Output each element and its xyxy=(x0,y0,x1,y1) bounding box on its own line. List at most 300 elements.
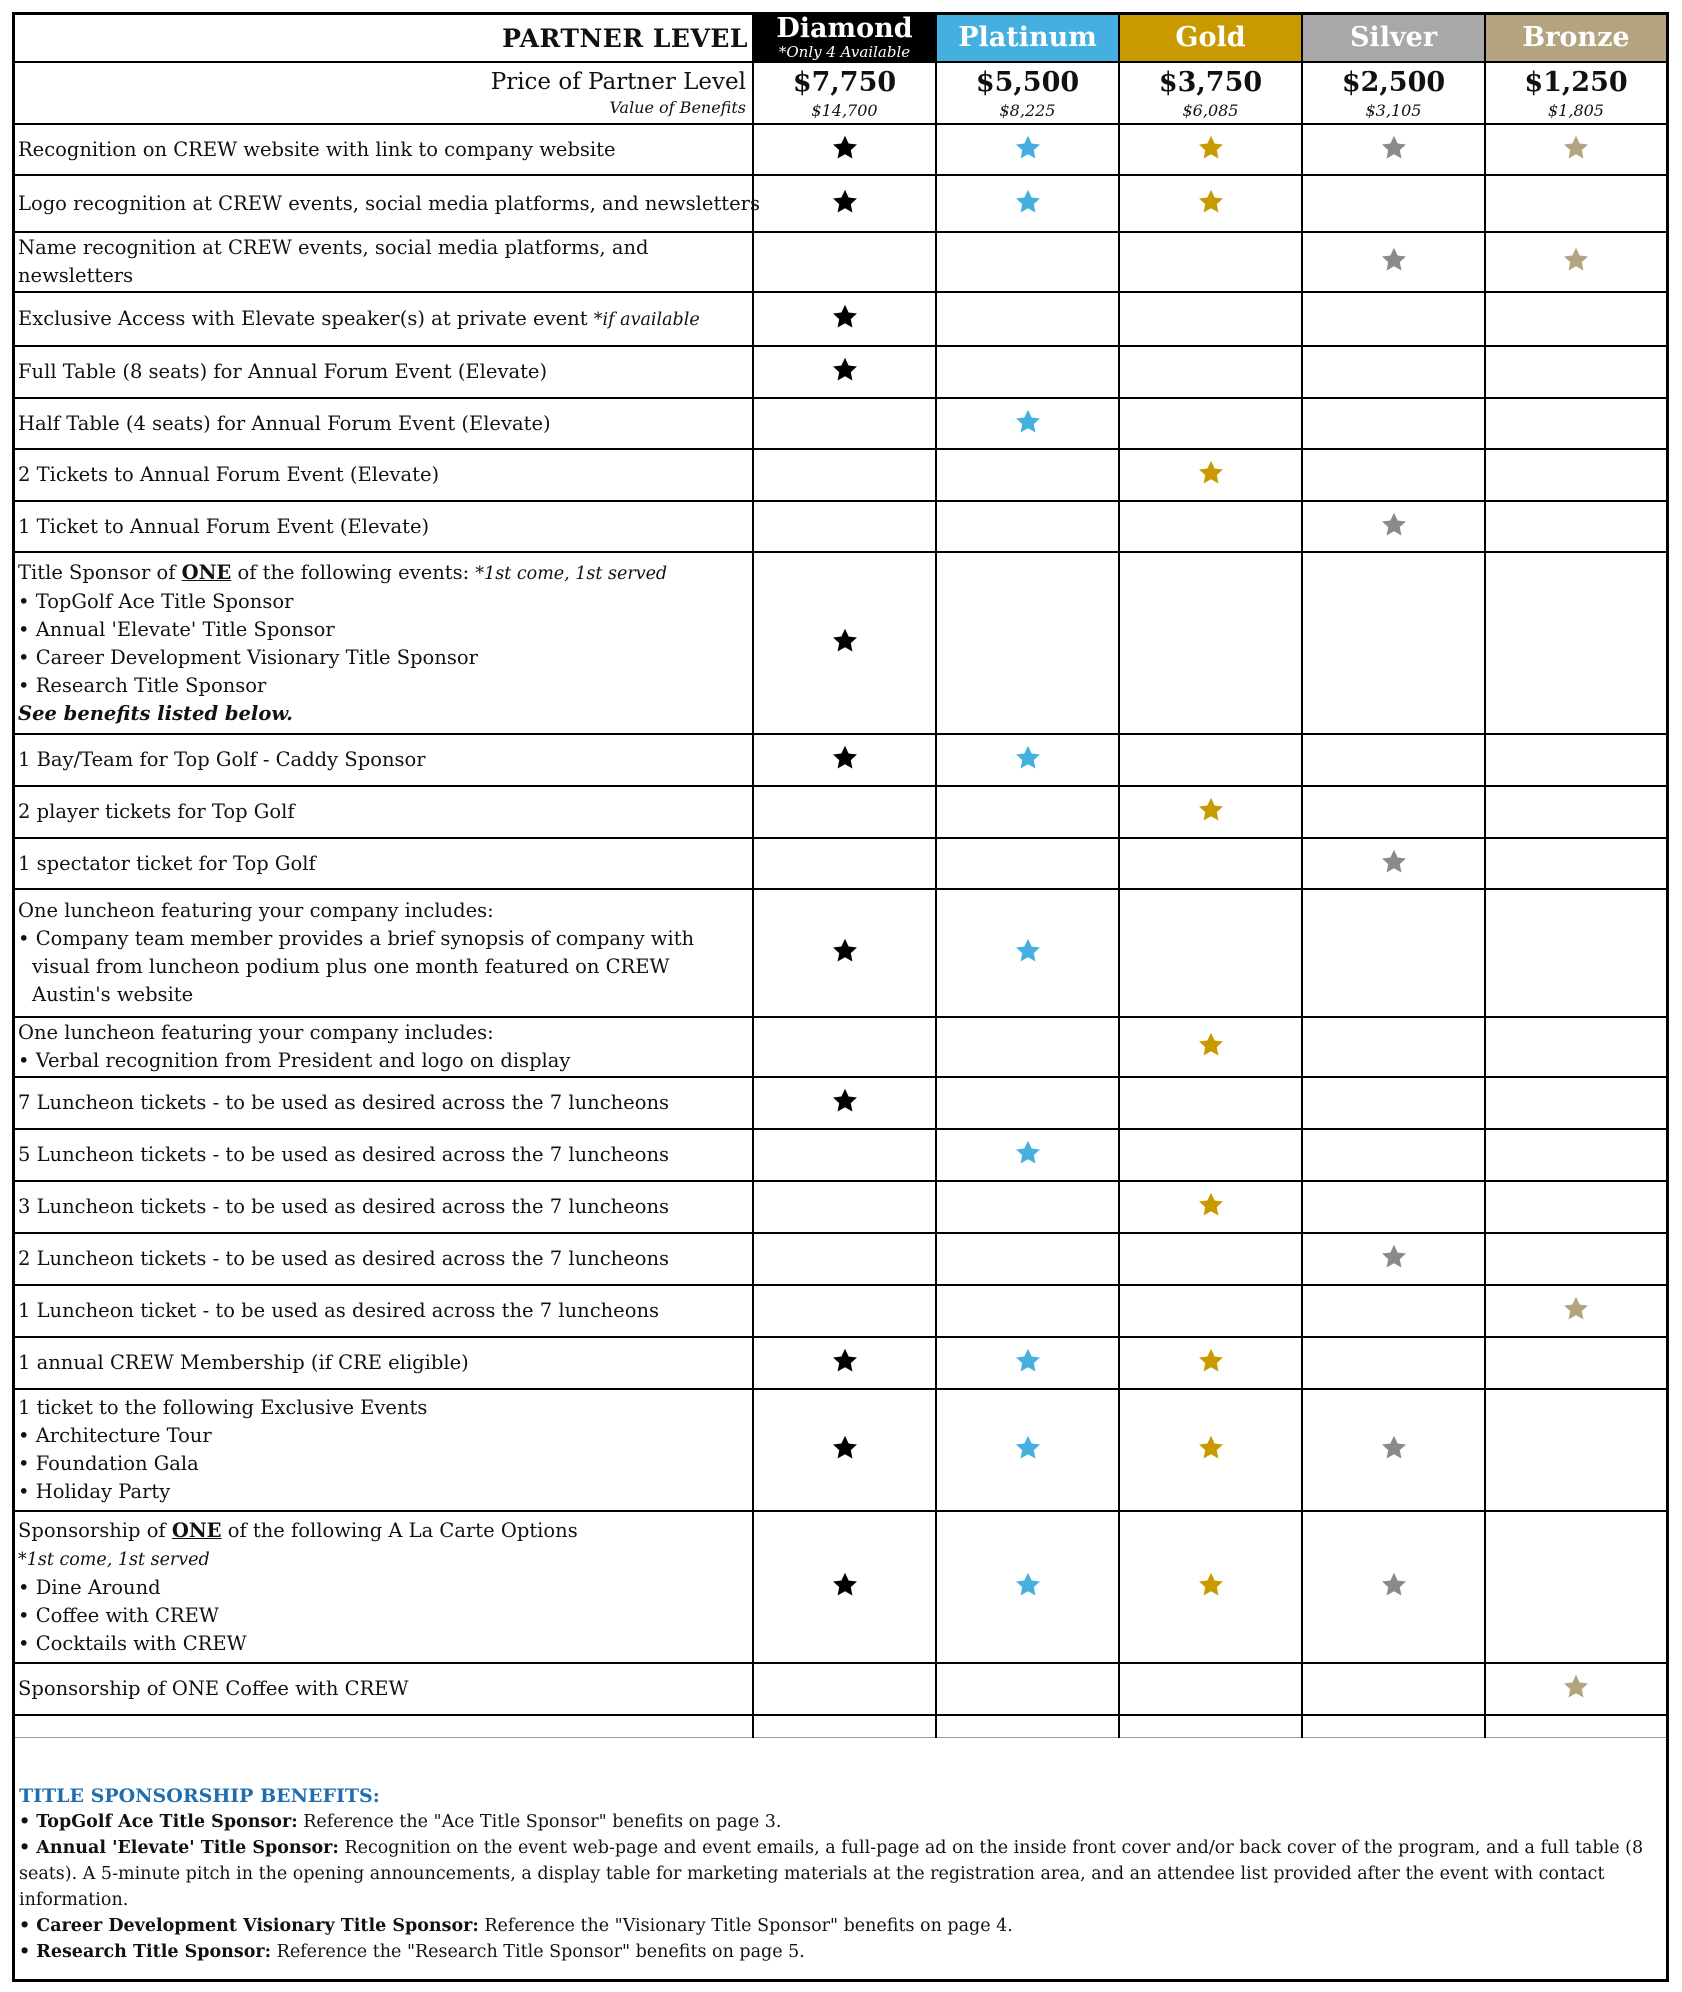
price-value: $3,750 xyxy=(1158,66,1263,98)
partner-benefits-table xyxy=(15,15,1666,1738)
mark-silver xyxy=(1302,124,1485,175)
benefit-line: visual from luncheon podium plus one month featured on CREW xyxy=(32,955,670,979)
mark-bronze xyxy=(1485,1389,1666,1511)
benefit-row xyxy=(15,1663,1666,1715)
mark-silver xyxy=(1302,292,1485,346)
benefit-line: Austin's website xyxy=(32,983,194,1007)
spacer-cell xyxy=(936,1715,1119,1737)
benefit-bullet: • Dine Around xyxy=(18,1575,161,1599)
mark-gold xyxy=(1119,734,1302,786)
mark-silver xyxy=(1302,786,1485,838)
price-value: $5,500 xyxy=(975,66,1080,98)
star-icon xyxy=(1380,511,1408,539)
benefit-row xyxy=(15,552,1666,734)
notes-item-text: Recognition on the event web-page and event emails, a full-page ad on the inside front cover and/or back cover of the program, and a full table (8 seats). A 5-minute pitch in the opening announcements, a display table for marketing materials at the registration area, and an attendee list provided after the event with contact information. xyxy=(19,1838,1644,1910)
mark-diamond xyxy=(753,1663,936,1715)
star-icon xyxy=(1562,134,1590,162)
benefit-description xyxy=(15,1389,753,1511)
star-icon xyxy=(1562,1295,1590,1323)
mark-platinum xyxy=(936,346,1119,398)
price-value: $7,750 xyxy=(792,66,897,98)
mark-platinum xyxy=(936,786,1119,838)
benefit-line: 3 Luncheon tickets - to be used as desired across the 7 luncheons xyxy=(18,1195,670,1219)
mark-gold xyxy=(1119,889,1302,1017)
star-icon xyxy=(831,303,859,331)
benefit-text: of the following events: xyxy=(231,560,476,584)
benefit-description xyxy=(15,1181,753,1233)
mark-bronze xyxy=(1485,232,1666,292)
mark-platinum xyxy=(936,1181,1119,1233)
mark-gold xyxy=(1119,449,1302,501)
benefit-footer: See benefits listed below. xyxy=(18,701,293,725)
benefit-bullet: • Cocktails with CREW xyxy=(18,1631,247,1655)
benefit-line: 2 Tickets to Annual Forum Event (Elevate) xyxy=(18,463,440,487)
notes-item xyxy=(19,1939,1659,1965)
mark-bronze xyxy=(1485,838,1666,889)
mark-platinum xyxy=(936,1285,1119,1337)
benefit-text: Sponsorship of xyxy=(18,1518,172,1542)
star-icon xyxy=(1014,1434,1042,1462)
benefit-description xyxy=(15,786,753,838)
level-note: *Only 4 Available xyxy=(778,43,911,62)
mark-bronze xyxy=(1485,501,1666,552)
mark-platinum xyxy=(936,449,1119,501)
mark-gold xyxy=(1119,175,1302,232)
price-value: $1,250 xyxy=(1524,66,1628,98)
mark-diamond xyxy=(753,1389,936,1511)
mark-diamond xyxy=(753,398,936,449)
mark-diamond xyxy=(753,1129,936,1181)
mark-silver xyxy=(1302,1077,1485,1129)
mark-diamond xyxy=(753,1285,936,1337)
benefit-emphasis: ONE xyxy=(181,560,232,584)
benefit-row xyxy=(15,1129,1666,1181)
mark-silver xyxy=(1302,1017,1485,1077)
mark-bronze xyxy=(1485,1285,1666,1337)
mark-gold xyxy=(1119,232,1302,292)
benefit-row xyxy=(15,292,1666,346)
mark-gold xyxy=(1119,501,1302,552)
star-icon xyxy=(831,1347,859,1375)
mark-silver xyxy=(1302,734,1485,786)
notes-item-head: • Career Development Visionary Title Sponsor: xyxy=(19,1916,479,1936)
benefit-row xyxy=(15,232,1666,292)
mark-silver xyxy=(1302,175,1485,232)
benefit-row xyxy=(15,346,1666,398)
benefit-row xyxy=(15,1389,1666,1511)
level-silver xyxy=(1302,15,1485,62)
benefit-line: 2 Luncheon tickets - to be used as desired across the 7 luncheons xyxy=(18,1247,670,1271)
notes-item-text: Reference the "Ace Title Sponsor" benefits on page 3. xyxy=(297,1812,782,1832)
mark-diamond xyxy=(753,1511,936,1663)
mark-diamond xyxy=(753,1181,936,1233)
mark-diamond xyxy=(753,1017,936,1077)
star-icon xyxy=(1014,1347,1042,1375)
benefit-line: • Architecture Tour xyxy=(18,1424,212,1448)
benefit-description xyxy=(15,1663,753,1715)
star-icon xyxy=(1014,188,1042,216)
price-label: Price of Partner Level xyxy=(490,69,746,96)
benefit-description xyxy=(15,346,753,398)
star-icon xyxy=(1562,246,1590,274)
mark-gold xyxy=(1119,838,1302,889)
benefit-bullet: • Annual 'Elevate' Title Sponsor xyxy=(18,617,335,641)
benefit-row xyxy=(15,175,1666,232)
benefit-description xyxy=(15,398,753,449)
benefit-description xyxy=(15,232,753,292)
mark-gold xyxy=(1119,786,1302,838)
mark-platinum xyxy=(936,1663,1119,1715)
mark-gold xyxy=(1119,346,1302,398)
benefit-line: newsletters xyxy=(18,264,134,288)
benefit-row xyxy=(15,449,1666,501)
price-bronze xyxy=(1485,62,1666,124)
star-icon xyxy=(1380,1434,1408,1462)
benefit-line: 1 Bay/Team for Top Golf - Caddy Sponsor xyxy=(18,748,426,772)
mark-silver xyxy=(1302,232,1485,292)
notes-item xyxy=(19,1913,1659,1939)
benefit-row xyxy=(15,889,1666,1017)
mark-bronze xyxy=(1485,889,1666,1017)
mark-gold xyxy=(1119,398,1302,449)
mark-bronze xyxy=(1485,346,1666,398)
benefit-text: Title Sponsor of xyxy=(18,560,182,584)
mark-gold xyxy=(1119,1337,1302,1389)
notes-item xyxy=(19,1835,1659,1913)
notes-item-text: Reference the "Research Title Sponsor" benefits on page 5. xyxy=(271,1942,805,1962)
mark-diamond xyxy=(753,124,936,175)
mark-bronze xyxy=(1485,1129,1666,1181)
star-icon xyxy=(831,627,859,655)
benefit-row xyxy=(15,1077,1666,1129)
mark-gold xyxy=(1119,1077,1302,1129)
price-diamond xyxy=(753,62,936,124)
price-silver xyxy=(1302,62,1485,124)
star-icon xyxy=(831,1434,859,1462)
benefit-row xyxy=(15,1181,1666,1233)
benefit-description xyxy=(15,175,760,232)
mark-silver xyxy=(1302,346,1485,398)
benefit-line: Logo recognition at CREW events, social media platforms, and newsletters xyxy=(18,191,760,215)
star-icon xyxy=(1380,848,1408,876)
benefit-line xyxy=(18,1517,752,1545)
mark-diamond xyxy=(753,292,936,346)
notes-item-head: • TopGolf Ace Title Sponsor: xyxy=(19,1812,298,1832)
star-icon xyxy=(1197,1571,1225,1599)
mark-platinum xyxy=(936,1337,1119,1389)
benefit-value: $6,085 xyxy=(1182,100,1239,120)
mark-bronze xyxy=(1485,1511,1666,1663)
benefit-value: $1,805 xyxy=(1548,100,1604,120)
notes-item-head: • Research Title Sponsor: xyxy=(19,1942,272,1962)
level-name: Platinum xyxy=(958,21,1097,53)
spacer-cell xyxy=(753,1715,936,1737)
mark-bronze xyxy=(1485,292,1666,346)
star-icon xyxy=(831,1087,859,1115)
star-icon xyxy=(831,356,859,384)
mark-platinum xyxy=(936,1233,1119,1285)
benefit-text: of the following A La Carte Options xyxy=(221,1518,578,1542)
mark-silver xyxy=(1302,889,1485,1017)
benefit-text: Exclusive Access with Elevate speaker(s) at private event xyxy=(18,306,588,330)
partner-level-sheet xyxy=(12,12,1669,1982)
mark-platinum xyxy=(936,501,1119,552)
star-icon xyxy=(1197,188,1225,216)
benefit-line: 1 spectator ticket for Top Golf xyxy=(18,851,316,875)
mark-diamond xyxy=(753,346,936,398)
mark-gold xyxy=(1119,1181,1302,1233)
mark-platinum xyxy=(936,292,1119,346)
benefit-line: Full Table (8 seats) for Annual Forum Event (Elevate) xyxy=(18,360,548,384)
price-value: $2,500 xyxy=(1341,66,1446,98)
benefit-description xyxy=(15,1511,753,1663)
mark-bronze xyxy=(1485,124,1666,175)
mark-diamond xyxy=(753,786,936,838)
mark-silver xyxy=(1302,501,1485,552)
notes-item-head: • Annual 'Elevate' Title Sponsor: xyxy=(19,1838,339,1858)
mark-gold xyxy=(1119,124,1302,175)
mark-gold xyxy=(1119,1663,1302,1715)
mark-diamond xyxy=(753,1233,936,1285)
benefit-line: 7 Luncheon tickets - to be used as desired across the 7 luncheons xyxy=(18,1091,670,1115)
benefit-line xyxy=(18,559,752,588)
benefit-value: $3,105 xyxy=(1365,100,1422,120)
partner-level-label: PARTNER LEVEL xyxy=(15,15,753,62)
price-gold xyxy=(1119,62,1302,124)
benefit-note: *1st come, 1st served xyxy=(475,563,668,584)
mark-silver xyxy=(1302,1285,1485,1337)
benefit-description xyxy=(15,449,753,501)
mark-platinum xyxy=(936,124,1119,175)
price-label-cell xyxy=(15,62,753,124)
mark-bronze xyxy=(1485,1181,1666,1233)
benefit-description xyxy=(15,1129,753,1181)
benefit-row xyxy=(15,838,1666,889)
mark-silver xyxy=(1302,838,1485,889)
star-icon xyxy=(1197,134,1225,162)
mark-bronze xyxy=(1485,1077,1666,1129)
star-icon xyxy=(1197,1347,1225,1375)
mark-silver xyxy=(1302,552,1485,734)
benefit-line: 1 Luncheon ticket - to be used as desired across the 7 luncheons xyxy=(18,1299,660,1323)
benefit-line: 1 ticket to the following Exclusive Events xyxy=(18,1396,428,1420)
benefit-line: Sponsorship of ONE Coffee with CREW xyxy=(18,1677,409,1701)
benefit-line xyxy=(18,1545,752,1574)
mark-diamond xyxy=(753,175,936,232)
level-bronze xyxy=(1485,15,1666,62)
benefit-row xyxy=(15,734,1666,786)
benefit-row xyxy=(15,398,1666,449)
benefit-row xyxy=(15,124,1666,175)
header-row xyxy=(15,15,1666,62)
spacer-cell xyxy=(1302,1715,1485,1737)
mark-gold xyxy=(1119,1389,1302,1511)
mark-gold xyxy=(1119,1511,1302,1663)
mark-platinum xyxy=(936,838,1119,889)
benefit-bullet: • TopGolf Ace Title Sponsor xyxy=(18,589,294,613)
mark-gold xyxy=(1119,1017,1302,1077)
mark-diamond xyxy=(753,1337,936,1389)
benefit-value: $14,700 xyxy=(811,100,878,120)
benefit-bullet: • Career Development Visionary Title Sponsor xyxy=(18,645,478,669)
mark-bronze xyxy=(1485,1663,1666,1715)
spacer-cell xyxy=(1119,1715,1302,1737)
benefit-row xyxy=(15,1285,1666,1337)
level-diamond xyxy=(753,15,936,62)
spacer-cell xyxy=(15,1715,753,1737)
star-icon xyxy=(1014,1571,1042,1599)
benefit-description xyxy=(15,292,753,346)
star-icon xyxy=(1014,1139,1042,1167)
benefit-line: One luncheon featuring your company includes: xyxy=(18,899,494,923)
mark-bronze xyxy=(1485,734,1666,786)
mark-diamond xyxy=(753,501,936,552)
title-sponsorship-notes xyxy=(19,1783,1659,1965)
mark-bronze xyxy=(1485,1017,1666,1077)
benefit-value: $8,225 xyxy=(999,100,1056,120)
mark-platinum xyxy=(936,552,1119,734)
benefit-row xyxy=(15,1233,1666,1285)
level-platinum xyxy=(936,15,1119,62)
benefit-description xyxy=(15,734,753,786)
benefit-line: • Foundation Gala xyxy=(18,1452,199,1476)
mark-bronze xyxy=(1485,449,1666,501)
mark-gold xyxy=(1119,292,1302,346)
benefit-line: 5 Luncheon tickets - to be used as desired across the 7 luncheons xyxy=(18,1143,670,1167)
benefit-note: *1st come, 1st served xyxy=(18,1549,210,1570)
value-label: Value of Benefits xyxy=(609,98,746,118)
mark-diamond xyxy=(753,449,936,501)
star-icon xyxy=(831,134,859,162)
price-row xyxy=(15,62,1666,124)
star-icon xyxy=(1380,1571,1408,1599)
benefit-row xyxy=(15,1017,1666,1077)
mark-diamond xyxy=(753,889,936,1017)
star-icon xyxy=(1562,1673,1590,1701)
benefit-description xyxy=(15,1017,753,1077)
mark-bronze xyxy=(1485,786,1666,838)
benefit-row xyxy=(15,1337,1666,1389)
benefit-description xyxy=(15,1077,753,1129)
mark-silver xyxy=(1302,1233,1485,1285)
benefit-description xyxy=(15,552,753,734)
star-icon xyxy=(1014,408,1042,436)
benefit-description xyxy=(15,889,753,1017)
mark-silver xyxy=(1302,1129,1485,1181)
benefit-description xyxy=(15,1233,753,1285)
mark-gold xyxy=(1119,1233,1302,1285)
benefit-line: • Holiday Party xyxy=(18,1480,171,1504)
benefit-note: *if available xyxy=(593,309,700,330)
star-icon xyxy=(831,188,859,216)
mark-bronze xyxy=(1485,1233,1666,1285)
benefit-line: Name recognition at CREW events, social media platforms, and xyxy=(18,236,649,260)
benefit-line: • Company team member provides a brief synopsis of company with xyxy=(18,927,695,951)
star-icon xyxy=(1197,1434,1225,1462)
mark-platinum xyxy=(936,1511,1119,1663)
benefit-bullet: • Research Title Sponsor xyxy=(18,673,267,697)
mark-platinum xyxy=(936,1389,1119,1511)
mark-diamond xyxy=(753,734,936,786)
level-gold xyxy=(1119,15,1302,62)
mark-silver xyxy=(1302,1337,1485,1389)
level-name: Bronze xyxy=(1522,21,1630,53)
star-icon xyxy=(1014,134,1042,162)
mark-platinum xyxy=(936,1077,1119,1129)
mark-silver xyxy=(1302,449,1485,501)
spacer-cell xyxy=(1485,1715,1666,1737)
mark-silver xyxy=(1302,398,1485,449)
spacer-row xyxy=(15,1715,1666,1737)
benefit-line: Half Table (4 seats) for Annual Forum Event (Elevate) xyxy=(18,411,551,435)
mark-gold xyxy=(1119,552,1302,734)
benefit-description xyxy=(15,1285,753,1337)
notes-title: TITLE SPONSORSHIP BENEFITS: xyxy=(19,1785,380,1807)
benefit-line xyxy=(18,305,752,334)
mark-gold xyxy=(1119,1129,1302,1181)
benefit-description xyxy=(15,501,753,552)
mark-silver xyxy=(1302,1511,1485,1663)
star-icon xyxy=(1014,937,1042,965)
mark-silver xyxy=(1302,1663,1485,1715)
mark-platinum xyxy=(936,175,1119,232)
star-icon xyxy=(1197,796,1225,824)
mark-gold xyxy=(1119,1285,1302,1337)
mark-platinum xyxy=(936,889,1119,1017)
benefit-description xyxy=(15,124,753,175)
benefit-row xyxy=(15,1511,1666,1663)
star-icon xyxy=(1197,1031,1225,1059)
mark-silver xyxy=(1302,1389,1485,1511)
mark-diamond xyxy=(753,552,936,734)
mark-bronze xyxy=(1485,398,1666,449)
level-name: Diamond xyxy=(776,13,913,44)
price-platinum xyxy=(936,62,1119,124)
notes-item-text: Reference the "Visionary Title Sponsor" benefits on page 4. xyxy=(478,1916,1013,1936)
star-icon xyxy=(831,937,859,965)
benefit-description xyxy=(15,1337,753,1389)
mark-silver xyxy=(1302,1181,1485,1233)
star-icon xyxy=(831,744,859,772)
benefit-line: One luncheon featuring your company includes: xyxy=(18,1021,494,1045)
benefit-line: Recognition on CREW website with link to company website xyxy=(18,137,616,161)
level-name: Silver xyxy=(1349,21,1438,53)
mark-diamond xyxy=(753,838,936,889)
star-icon xyxy=(1197,459,1225,487)
level-name: Gold xyxy=(1175,21,1246,53)
benefit-bullet: • Coffee with CREW xyxy=(18,1603,219,1627)
mark-bronze xyxy=(1485,1337,1666,1389)
mark-platinum xyxy=(936,232,1119,292)
star-icon xyxy=(831,1571,859,1599)
star-icon xyxy=(1380,134,1408,162)
mark-platinum xyxy=(936,1017,1119,1077)
mark-platinum xyxy=(936,734,1119,786)
notes-item xyxy=(19,1809,1659,1835)
mark-platinum xyxy=(936,398,1119,449)
benefit-row xyxy=(15,786,1666,838)
star-icon xyxy=(1380,246,1408,274)
star-icon xyxy=(1380,1243,1408,1271)
mark-bronze xyxy=(1485,552,1666,734)
star-icon xyxy=(1197,1191,1225,1219)
mark-diamond xyxy=(753,232,936,292)
mark-bronze xyxy=(1485,175,1666,232)
star-icon xyxy=(1014,744,1042,772)
mark-platinum xyxy=(936,1129,1119,1181)
benefit-line: 2 player tickets for Top Golf xyxy=(18,800,295,824)
mark-diamond xyxy=(753,1077,936,1129)
